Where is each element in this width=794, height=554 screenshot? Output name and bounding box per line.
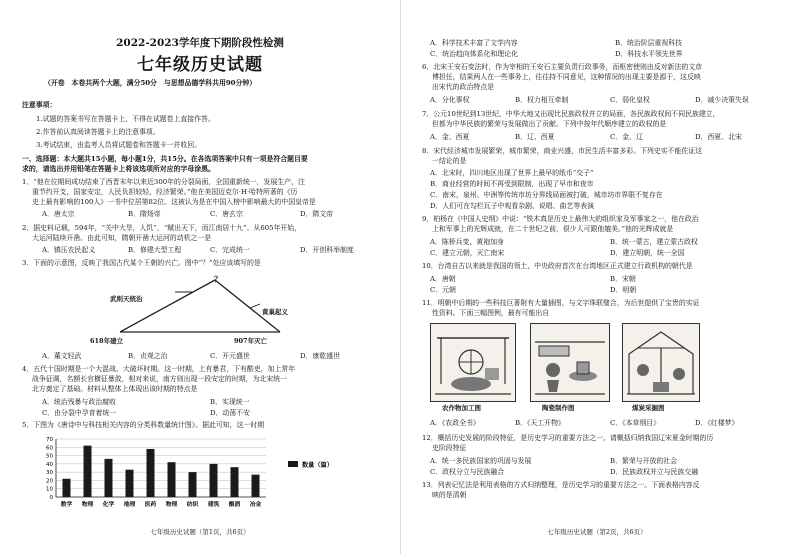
question-text: 11．明朝中后期的一些科技巨著附有大量插图，与文字珠联璧合，为后世提供了宝贵的实证	[422, 299, 700, 307]
question-text: 性资料。下面三幅图例，最有可能出自	[432, 309, 550, 317]
option-b: B．统治阶层重视科技	[615, 39, 683, 47]
option-a: A．统治残暴与政治腐败	[42, 398, 116, 406]
diagram-question-mark: ？	[214, 274, 222, 284]
x-category-label: 物理	[165, 502, 178, 508]
option-b: B．权力相互牵制	[515, 96, 569, 104]
x-category-label: 数学	[60, 502, 73, 508]
option-b: B．商业经营的时间不再受到限制，出现了早市和夜市	[430, 180, 594, 188]
question-text: 映的是清朝	[432, 491, 467, 499]
option-d: D．开创科举制度	[300, 246, 354, 254]
chart-bar	[231, 467, 239, 497]
option-a: A．分化事权	[430, 96, 470, 104]
y-tick-label: 70	[46, 437, 53, 443]
x-category-label: 医药	[144, 502, 157, 508]
question-text: 出宋代的政治特点是	[432, 83, 495, 91]
question-text: 10．台湾自古以来就是我国的领土，中央政府首次在台湾地区正式建立行政机构的朝代是	[422, 262, 693, 270]
option-c: C．唐玄宗	[210, 210, 243, 218]
option-b: B．统一蒙古，建立蒙古政权	[610, 238, 698, 246]
option-c: C．弱化皇权	[610, 96, 650, 104]
illustration-pottery-making	[530, 323, 610, 402]
option-c: C．政权分立与民族融合	[430, 468, 505, 476]
option-a: A．《农政全书》	[430, 419, 480, 427]
option-b: B．贞观之治	[128, 352, 168, 360]
chart-bar	[210, 464, 218, 497]
option-a: A．唐太宗	[42, 210, 75, 218]
option-d: D．明朝	[610, 286, 637, 294]
option-d: D．建立明朝，统一全国	[610, 249, 685, 257]
option-a: A．镇压农民起义	[42, 246, 96, 254]
option-c: C．完成统一	[210, 246, 250, 254]
pottery-making-drawing	[531, 324, 609, 401]
chart-bar	[147, 449, 155, 497]
y-tick-label: 40	[46, 461, 53, 468]
page-two	[400, 0, 794, 554]
chart-bar	[252, 475, 260, 497]
note-line: 1.试题的答案书写在答题卡上，不得在试题卷上直接作答。	[36, 115, 215, 123]
question-text: 4．五代十国时期是一个大混战、大破坏时期。这一时期，上有暴君，下有酷吏，加上常年	[22, 365, 296, 373]
option-b: B．隋炀帝	[128, 210, 161, 218]
y-tick-label: 0	[49, 495, 53, 501]
option-d: D．康乾盛世	[300, 352, 340, 360]
option-b: B．实现统一	[210, 398, 250, 406]
dynasty-triangle-diagram	[90, 274, 290, 340]
diagram-left-label: 武则天统治	[110, 295, 143, 303]
x-category-label: 建筑	[207, 502, 220, 508]
question-text: 2．据史料记载，594年，“关中大旱，人饥”，“赋出天下，而江南居十九”。从605年开始，	[22, 224, 302, 232]
diagram-fall-line	[215, 280, 280, 332]
chart-bar	[84, 446, 92, 497]
question-text: 博担任，结果两人在一些事务上，往往持不同意见，这种情况的出现主要是源于，这反映	[432, 73, 701, 81]
x-category-label: 纺织	[186, 502, 199, 508]
legend-label: 数量（篇）	[302, 462, 333, 469]
chart-bar	[105, 459, 113, 497]
question-text: 重节约开支，国家安定，人民负担较轻，经济繁荣。”他在美国迈克尔·H·哈特所著的《历	[32, 188, 298, 196]
question-text: 6．北宋王安石变法时，作为宰相的王安石主要负责行政事务，而枢密使则由反对新法的文彦	[422, 63, 703, 71]
diagram-end-label: 907年灭亡	[234, 337, 268, 345]
x-category-label: 物理	[81, 502, 94, 508]
option-b: B．宋朝	[610, 275, 636, 283]
option-a: A．唐朝	[430, 275, 456, 283]
x-category-label: 地理	[123, 502, 136, 508]
chart-bar	[126, 470, 134, 497]
question-text: 12．概括历史发展的阶段特征，是历史学习的重要方法之一。请概括归纳我国辽宋夏金时期的历	[422, 434, 714, 442]
x-category-label: 化学	[102, 502, 115, 508]
question-text: 9．柏杨在《中国人史纲》中说：“铁木真是历史上最伟大的组织家及军事家之一，他在政治	[422, 215, 699, 223]
option-d: D．隋文帝	[300, 210, 334, 218]
option-b: B．《天工开物》	[515, 419, 565, 427]
option-b: B．辽、西夏	[515, 133, 555, 141]
note-line: 2.作答前认真阅读答题卡上的注意事项。	[36, 128, 160, 136]
tang-poetry-tech-bar-chart	[36, 433, 366, 511]
question-text: 5．下图为《唐诗中与科技相关内容的分类科数量统计图》。据此可知，这一时期	[22, 421, 265, 429]
option-c: C．开元盛世	[210, 352, 250, 360]
chart-bar	[63, 479, 71, 497]
option-a: A．董文轻武	[42, 352, 82, 360]
x-category-label: 冶金	[249, 502, 262, 508]
illustration-caption: 农作物加工图	[442, 404, 481, 412]
illustration-caption: 陶瓷制作图	[542, 404, 575, 412]
y-tick-label: 50	[46, 453, 53, 460]
option-c: C．金、辽	[610, 133, 643, 141]
option-a: A．北宋时，四川地区出现了世界上最早的纸币“交子”	[430, 169, 594, 177]
question-text: 但都为中华民族的繁荣与发展做出了贡献。下列中按年代顺序建立的政权的是	[432, 120, 667, 128]
chart-bar	[189, 472, 197, 497]
option-a: A．统一多民族国家的巩固与发展	[430, 457, 532, 465]
question-text: 战争征调，名额长官横征暴敛，相对来说，南方则出现一段安定的时期，为北宋统一	[32, 375, 287, 383]
crop-processing-drawing	[431, 324, 515, 401]
option-c: C．《本草纲目》	[610, 419, 661, 427]
option-d: D．动荡不安	[210, 409, 250, 417]
question-text: 北方奠定了基础。材料从整体上体现出该时期的特点是	[32, 385, 198, 393]
y-tick-label: 10	[46, 486, 53, 493]
diagram-start-label: 618年建立	[90, 337, 124, 345]
diagram-right-label: 黄巢起义	[262, 308, 288, 316]
option-d: D．民族政权并立与民族交融	[610, 468, 699, 476]
option-a: A．陈桥兵变，黄袍加身	[430, 238, 504, 246]
exam-subtitle: （开卷 本卷共两个大题，满分50分 与思想品德学科共用90分钟）	[44, 79, 257, 87]
option-d: D．科技水平领先世界	[615, 50, 683, 58]
option-a: A．科学技术丰富了文学内容	[430, 39, 518, 47]
option-d: D．《红楼梦》	[695, 419, 739, 427]
chart-bar	[168, 462, 176, 497]
option-b: B．繁荣与开放的社会	[610, 457, 678, 465]
exam-title-line2: 七年级历史试题	[137, 55, 263, 75]
coal-mining-drawing	[623, 324, 699, 401]
diagram-pointer	[250, 304, 260, 308]
question-text: 7．公元10世纪到13世纪，中华大地又出现比民族政权并立的局面，各民族政权间不同民族建立，	[422, 110, 720, 118]
page-footer: 七年级历史试题（第1页，共6页）	[150, 528, 250, 536]
question-text: 大运河陆续开凿。由此可知，隋朝开凿大运河的动机之一是	[32, 234, 212, 242]
section-one-heading: 一、选择题：本大题共15小题，每小题1分，共15分。在各选项答案中只有一项是符合题目要	[22, 155, 308, 163]
illustration-coal-mining	[622, 323, 700, 402]
illustration-crop-processing	[430, 323, 516, 402]
option-d: D．人们可在勾栏瓦子中观看杂剧、说唱、曲艺等表演	[430, 202, 595, 210]
illustration-caption: 煤炭采掘图	[632, 404, 665, 412]
question-text: 史阶段特征	[432, 444, 467, 452]
diagram-rise-line	[120, 280, 215, 332]
option-c: C．建立元朝，灭亡南宋	[430, 249, 505, 257]
y-tick-label: 60	[46, 445, 53, 452]
question-text: 3．下面的示意图，反映了我国古代某个王朝的兴亡。图中“？”处应该填写的是	[22, 259, 261, 267]
question-text: 8．宋代经济城市发展繁荣，城市繁荣，商业兴盛，市民生活丰富多彩。下列史实不能佐证这	[422, 147, 703, 155]
option-c: C．统治趋向体系化和理论化	[430, 50, 518, 58]
question-text: 1．“他在位期间成功结束了西晋末年以来近300年的分裂局面，全国重新统一，发展生产，注	[22, 178, 305, 186]
option-b: B．修建大型工程	[128, 246, 182, 254]
legend-swatch	[288, 461, 298, 467]
y-tick-label: 20	[46, 478, 53, 485]
option-c: C．元朝	[430, 286, 456, 294]
question-text: 13．列表记忆法是利用表格的方式归纳整理，是历史学习的重要方法之一。下面表格内容反	[422, 481, 700, 489]
option-c: C．由分裂中孕育着统一	[42, 409, 117, 417]
y-tick-label: 30	[46, 470, 53, 477]
section-one-heading: 求的，请选出并用铅笔在答题卡上将该选项所对应的字母涂黑。	[22, 165, 215, 173]
option-c: C．南宋，泉州、中洲等传统市坊分界线局面被打破，城市坊市界限不复存在	[430, 191, 663, 199]
option-d: D．西夏、北宋	[695, 133, 742, 141]
question-text: 一结论的是	[432, 157, 467, 165]
page-footer: 七年级历史试题（第2页，共6页）	[547, 528, 647, 536]
exam-title-line1: 2022-2023学年度下期阶段性检测	[116, 37, 284, 49]
x-category-label: 酿酒	[228, 502, 241, 508]
note-line: 3.考试结束，由监考人员将试题卷和答题卡一并收回。	[36, 141, 202, 149]
option-a: A．金、西夏	[430, 133, 470, 141]
option-d: D．减少决策失误	[695, 96, 749, 104]
question-text: 上和军事上的光辉成就，在二十世纪之前，很少人可跟他媲美。”他的光辉成就是	[432, 225, 674, 233]
notes-heading: 注意事项：	[22, 101, 57, 109]
question-text: 史上最有影响的100人》一书中位居第82位。这被认为是在中国入榜中影响最大的中国皇帝是	[32, 198, 316, 206]
